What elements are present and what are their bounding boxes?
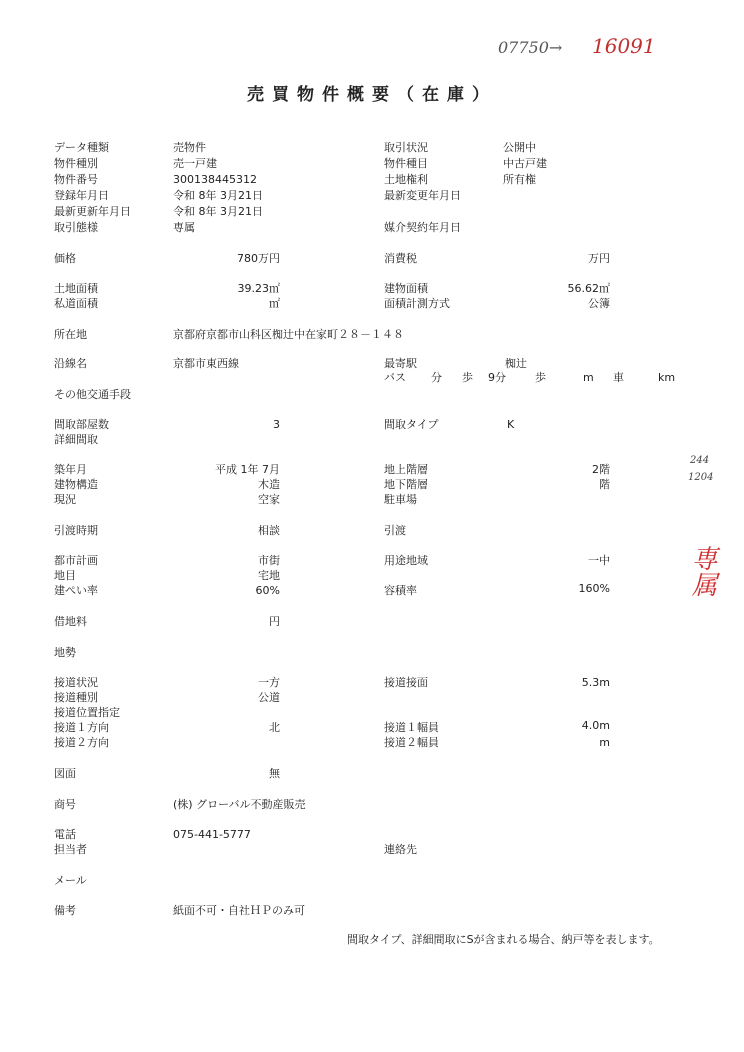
label-data-type: データ種類 (54, 141, 109, 154)
value-road1-direction: 北 (269, 721, 280, 734)
label-property-type: 物件種別 (54, 157, 98, 170)
value-drawing: 無 (269, 767, 280, 780)
label-rooms: 間取部屋数 (54, 418, 109, 431)
label-road1-width: 接道１幅員 (384, 721, 439, 734)
label-road-position: 接道位置指定 (54, 706, 120, 719)
value-road-face: 5.3m (581, 676, 610, 689)
label-floors-below: 地下階層 (384, 478, 428, 491)
label-contract-date: 媒介契約年月日 (384, 221, 461, 234)
handwritten-note: 07750→ (498, 38, 563, 57)
walk2-label: 歩 (535, 371, 546, 384)
value-land-category: 宅地 (258, 569, 280, 582)
value-measure: 公簿 (588, 297, 610, 310)
value-latest-update: 令和 8年 3月21日 (173, 205, 263, 218)
value-structure: 木造 (258, 478, 280, 491)
value-zoning: 一中 (588, 554, 610, 567)
value-city-plan: 市街 (258, 554, 280, 567)
label-land-area: 土地面積 (54, 282, 98, 295)
label-structure: 建物構造 (54, 478, 98, 491)
value-phone: 075-441-5777 (173, 828, 251, 841)
label-road-status: 接道状況 (54, 676, 98, 689)
label-city-plan: 都市計画 (54, 554, 98, 567)
car-label: 車 (613, 371, 624, 384)
bus-min-label: 分 (431, 371, 442, 384)
value-data-type: 売物件 (173, 141, 206, 154)
label-current: 現況 (54, 493, 76, 506)
label-price: 価格 (54, 252, 76, 265)
value-rooms: 3 (273, 418, 280, 431)
label-parking: 駐車場 (384, 493, 417, 506)
label-land-category: 地目 (54, 569, 76, 582)
value-handover-time: 相談 (258, 524, 280, 537)
label-staff: 担当者 (54, 843, 87, 856)
value-company: (株) グローバル不動産販売 (173, 798, 306, 811)
value-road1-width: 4.0m (581, 719, 610, 732)
value-tax: 万円 (588, 252, 610, 265)
label-handover: 引渡 (384, 524, 406, 537)
value-station: 椥辻 (505, 357, 527, 370)
label-road2-width: 接道２幅員 (384, 736, 439, 749)
label-bcr: 建ぺい率 (54, 584, 98, 597)
label-property-item: 物件種目 (384, 157, 428, 170)
value-road2-width: m (599, 736, 610, 749)
value-road-kind: 公道 (258, 691, 280, 704)
label-phone: 電話 (54, 828, 76, 841)
label-far: 容積率 (384, 584, 417, 597)
value-trade-status: 公開中 (503, 141, 536, 154)
label-line: 沿線名 (54, 357, 87, 370)
label-road2-direction: 接道２方向 (54, 736, 109, 749)
value-reg-date: 令和 8年 3月21日 (173, 189, 263, 202)
meter-label: m (583, 371, 594, 384)
value-bcr: 60% (255, 584, 280, 597)
label-road-face: 接道接面 (384, 676, 428, 689)
footnote: 間取タイプ、詳細間取にSが含まれる場合、納戸等を表します。 (347, 933, 660, 946)
label-drawing: 図面 (54, 767, 76, 780)
label-reg-date: 登録年月日 (54, 189, 109, 202)
handwritten-side-note-2: 1204 (688, 472, 714, 483)
label-contact: 連絡先 (384, 843, 417, 856)
label-terrain: 地勢 (54, 646, 76, 659)
label-trade-status: 取引状況 (384, 141, 428, 154)
label-location: 所在地 (54, 328, 87, 341)
value-property-no: 300138445312 (173, 173, 257, 186)
value-lease-fee: 円 (269, 615, 280, 628)
value-private-road: ㎡ (269, 297, 280, 310)
value-land-area: 39.23㎡ (237, 282, 280, 295)
bus-label: バス (384, 371, 406, 384)
handwritten-number: 16091 (592, 34, 656, 58)
value-trade-mode: 専属 (173, 221, 195, 234)
km-label: km (658, 371, 676, 384)
label-room-type: 間取タイプ (384, 418, 439, 431)
value-property-type: 売一戸建 (173, 157, 217, 170)
value-road-status: 一方 (258, 676, 280, 689)
label-private-road: 私道面積 (54, 297, 98, 310)
value-line: 京都市東西線 (173, 357, 239, 370)
label-measure: 面積計測方式 (384, 297, 450, 310)
value-building-area: 56.62㎡ (567, 282, 610, 295)
value-location: 京都府京都市山科区椥辻中在家町２８－１４８ (173, 328, 404, 341)
label-built: 築年月 (54, 463, 87, 476)
label-latest-update: 最新更新年月日 (54, 205, 131, 218)
label-tax: 消費税 (384, 252, 417, 265)
value-floors-above: 2階 (592, 463, 610, 476)
page-title: 売買物件概要（在庫） (247, 85, 497, 105)
label-email: メール (54, 874, 87, 887)
label-lease-fee: 借地料 (54, 615, 87, 628)
value-floors-below: 階 (599, 478, 610, 491)
label-latest-change: 最新変更年月日 (384, 189, 461, 202)
label-other-transport: その他交通手段 (54, 388, 131, 401)
label-station: 最寄駅 (384, 357, 417, 370)
value-built: 平成 1年 7月 (215, 463, 280, 476)
value-remarks: 紙面不可・自社ＨＰのみ可 (173, 904, 305, 917)
label-land-right: 土地権利 (384, 173, 428, 186)
handwritten-kanji: 専属 (687, 545, 717, 597)
label-property-no: 物件番号 (54, 173, 98, 186)
value-room-type: K (507, 418, 515, 431)
label-building-area: 建物面積 (384, 282, 428, 295)
label-handover-time: 引渡時期 (54, 524, 98, 537)
walk-min-value: 9分 (488, 371, 506, 384)
value-land-right: 所有権 (503, 173, 536, 186)
value-current: 空家 (258, 493, 280, 506)
value-property-item: 中古戸建 (503, 157, 547, 170)
label-road1-direction: 接道１方向 (54, 721, 109, 734)
label-room-detail: 詳細間取 (54, 433, 98, 446)
label-company: 商号 (54, 798, 76, 811)
label-zoning: 用途地域 (384, 554, 428, 567)
handwritten-side-note-1: 244 (690, 455, 710, 466)
label-floors-above: 地上階層 (384, 463, 428, 476)
value-price: 780万円 (237, 252, 280, 265)
label-road-kind: 接道種別 (54, 691, 98, 704)
label-trade-mode: 取引態様 (54, 221, 98, 234)
walk-label: 歩 (462, 371, 473, 384)
label-remarks: 備考 (54, 904, 76, 917)
value-far: 160% (578, 582, 610, 595)
